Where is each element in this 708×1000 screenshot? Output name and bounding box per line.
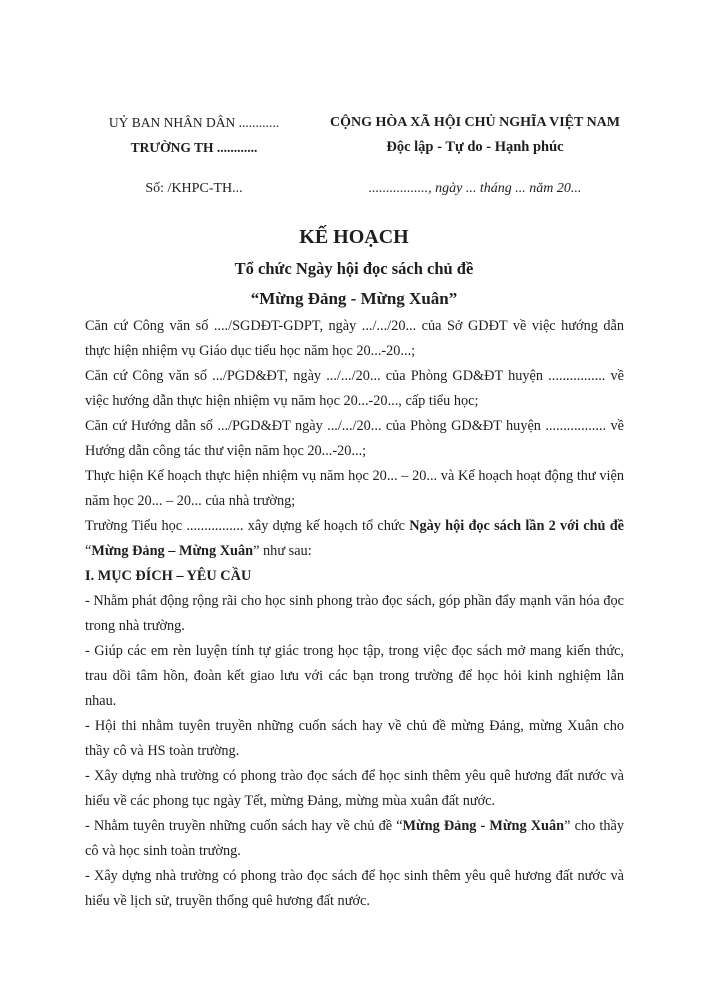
national-motto-block (308, 113, 642, 198)
country-title: CỘNG HÒA XÃ HỘI CHỦ NGHĨA VIỆT NAM (329, 115, 620, 130)
paragraph-can-cu-huong-dan: Căn cứ Hướng dẫn số .../PGD&ĐT ngày .../.../20... của Phòng GD&ĐT huyện ................. về Hướng dẫn công tác thư viện năm học 20...-20...; (85, 418, 624, 459)
bullet-xay-dung-lich-su: - Xây dựng nhà trường có phong trào đọc sách để học sinh thêm yêu quê hương đất nước và hiểu về lịch sử, truyền thống quê hương đất nước. (85, 868, 624, 909)
paragraph-can-cu-pgddt: Căn cứ Công văn số .../PGD&ĐT, ngày .../.../20... của Phòng GD&ĐT huyện ................ về việc hướng dẫn thực hiện nhiệm vụ năm học 20...-20..., cấp tiểu học; (85, 368, 624, 409)
bullet-hoi-thi-tuyen-truyen: - Hội thi nhằm tuyên truyền những cuốn sách hay về chủ đề mừng Đảng, mừng Xuân cho thầy cô và HS toàn trường. (85, 718, 624, 759)
document-theme: “Mừng Đảng - Mừng Xuân” (250, 289, 458, 308)
authority-name: UỶ BAN NHÂN DÂN ............ (108, 115, 280, 130)
bullet-phat-dong-phong-trao: - Nhằm phát động rộng rãi cho học sinh phong trào đọc sách, góp phần đẩy mạnh văn hóa đọc trong nhà trường. (85, 593, 624, 634)
document-number: Số: /KHPC-TH... (145, 181, 243, 196)
document-header (0, 113, 708, 198)
school-name: TRƯỜNG TH ............ (130, 140, 258, 155)
paragraph-can-cu-so-gddt: Căn cứ Công văn số ..../SGDĐT-GDPT, ngày .../.../20... của Sở GDĐT về việc hướng dẫn thực hiện nhiệm vụ Giáo dục tiểu học năm học 20...-20...; (85, 318, 624, 359)
issuing-authority-block (84, 113, 304, 198)
paragraph-thuc-hien-ke-hoach: Thực hiện Kế hoạch thực hiện nhiệm vụ năm học 20... – 20... và Kế hoạch hoạt động thư viện năm học 20... – 20... của nhà trường; (85, 468, 624, 509)
title-block (0, 224, 708, 310)
bullet-ren-luyen-tu-giac: - Giúp các em rèn luyện tính tự giác trong học tập, trong việc đọc sách mở mang kiến thức, trau dồi tâm hồn, đoàn kết giao lưu với các bạn trong trường để học hỏi kinh nghiệm lẫn nhau. (85, 643, 624, 709)
document-subtitle: Tổ chức Ngày hội đọc sách chủ đề (234, 259, 474, 278)
bullet-tuyen-truyen-sach-hay: - Nhằm tuyên truyền những cuốn sách hay về chủ đề “Mừng Đảng - Mừng Xuân” cho thầy cô và học sinh toàn trường. (85, 818, 624, 859)
bullet-xay-dung-phong-tuc-tet: - Xây dựng nhà trường có phong trào đọc sách để học sinh thêm yêu quê hương đất nước và hiểu về các phong tục ngày Tết, mừng Đảng, mừng mùa xuân đất nước. (85, 768, 624, 809)
document-title: KẾ HOẠCH (299, 226, 409, 248)
paragraph-truong-tieu-hoc: Trường Tiểu học ................ xây dựng kế hoạch tổ chức Ngày hội đọc sách lần 2 với chủ đề “Mừng Đảng – Mừng Xuân” như sau: (85, 518, 624, 559)
section-heading-muc-dich-yeu-cau: I. MỤC ĐÍCH – YÊU CẦU (85, 568, 252, 584)
national-motto: Độc lập - Tự do - Hạnh phúc (386, 139, 564, 155)
document-body (85, 314, 624, 914)
place-date-line: ................., ngày ... tháng ... năm 20... (368, 181, 582, 196)
